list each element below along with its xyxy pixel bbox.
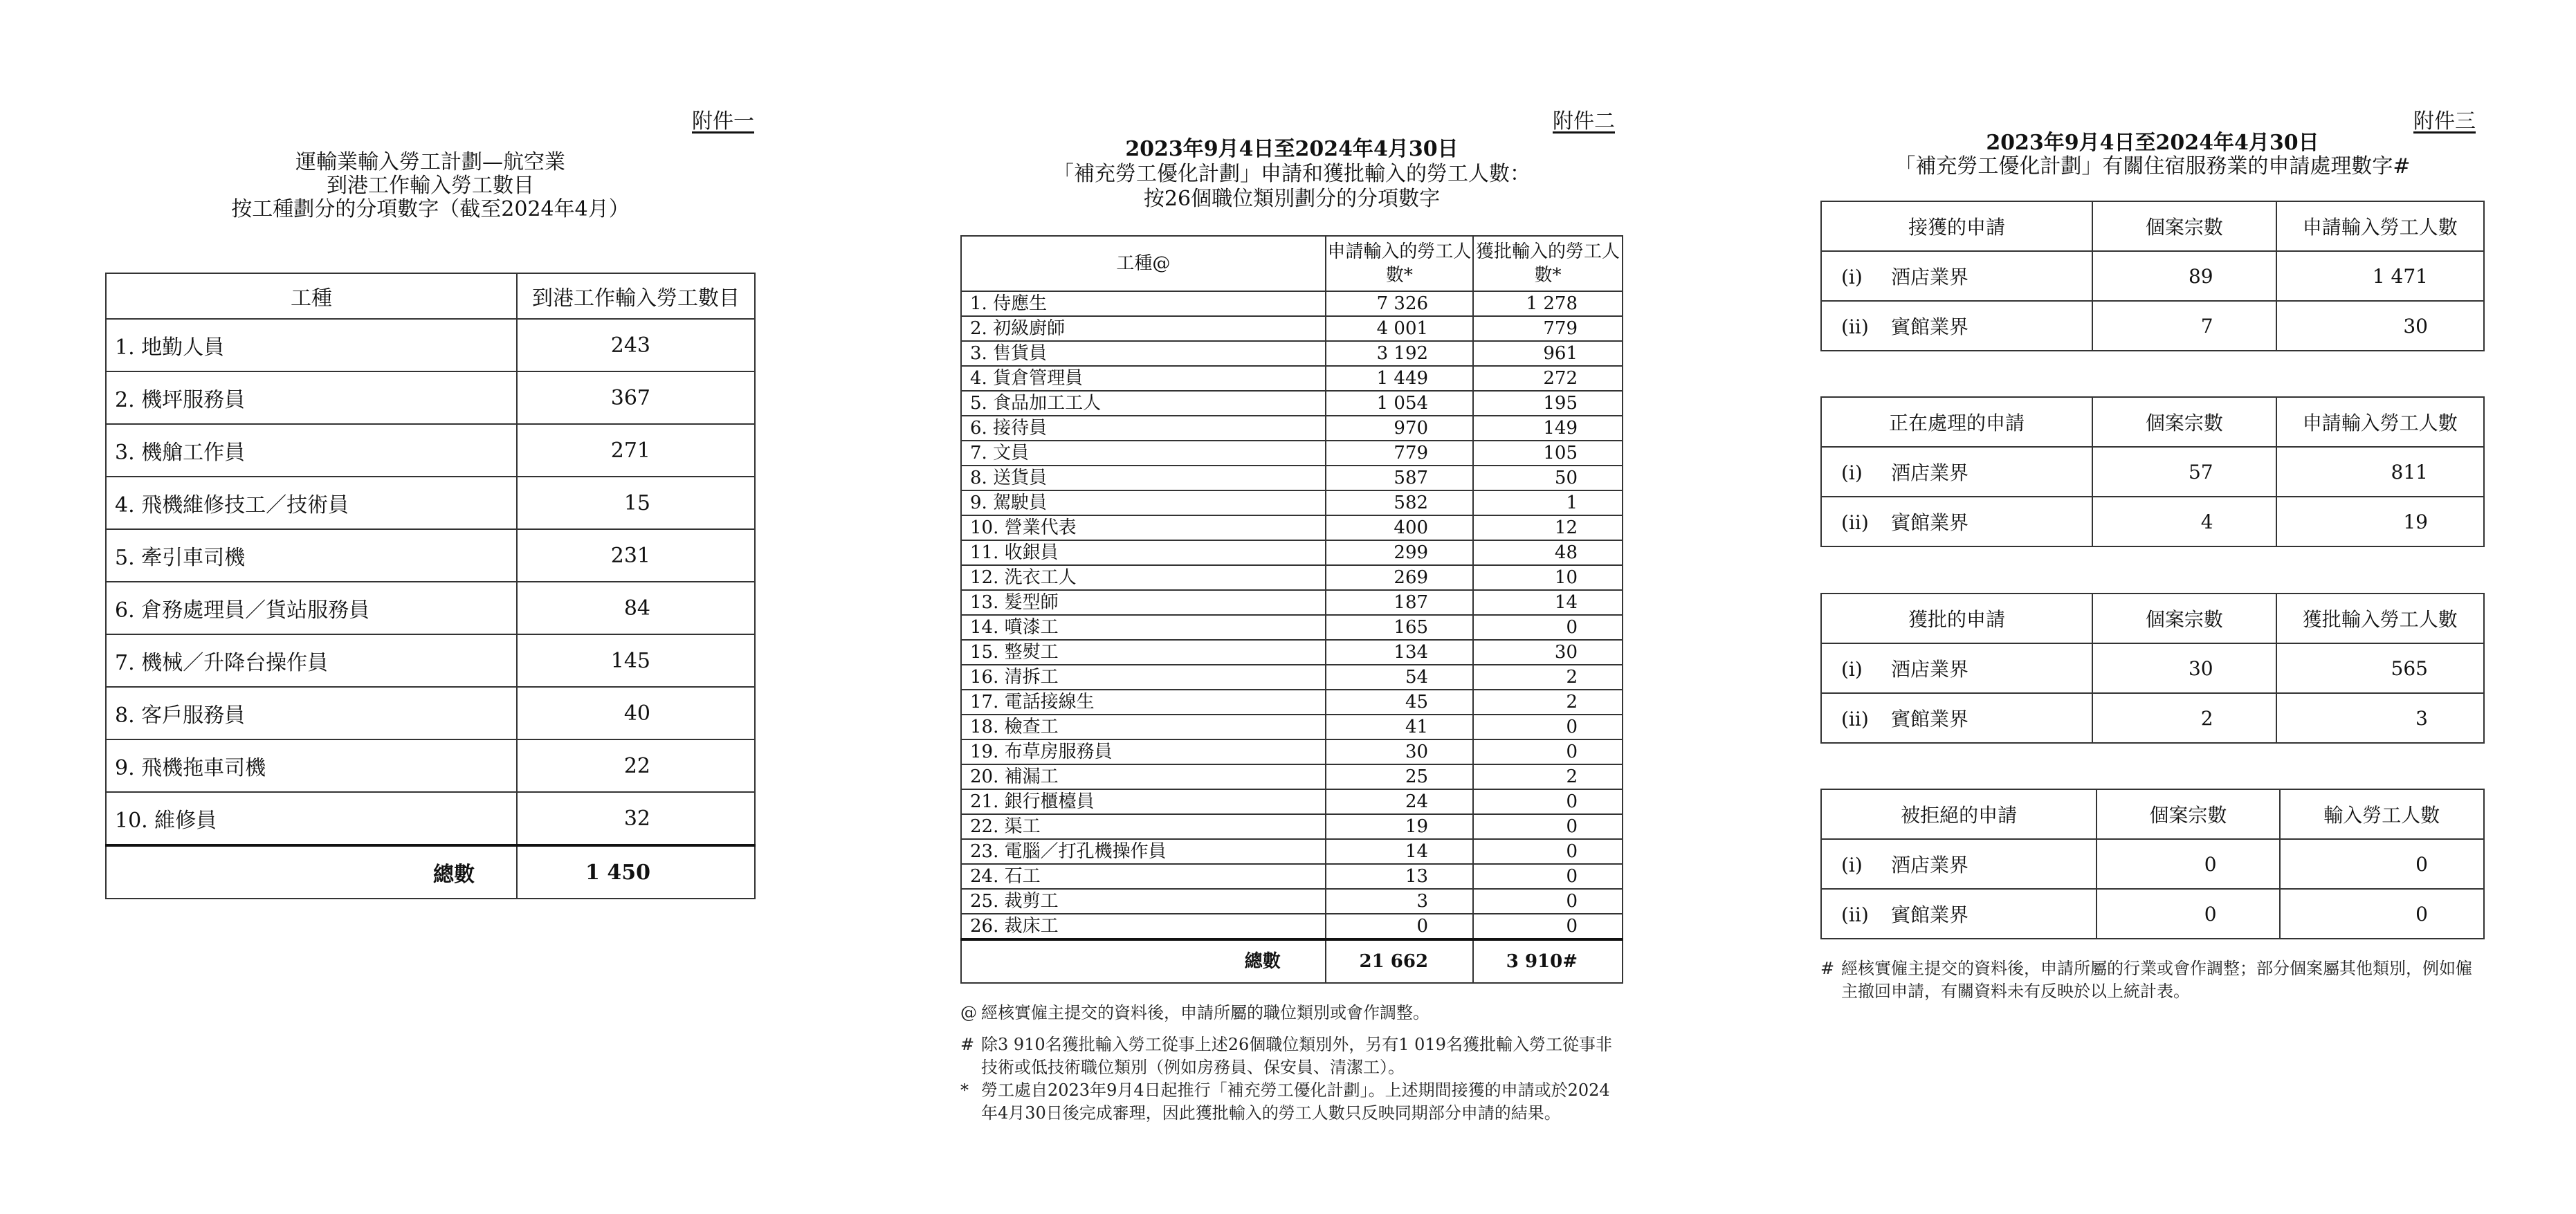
column-header: 獲批的申請 (1821, 594, 2092, 643)
applied-cell: 25 (1326, 764, 1473, 789)
table-row (106, 582, 755, 634)
job-type-cell: 14. 噴漆工 (961, 615, 1326, 640)
applied-cell: 30 (1326, 739, 1473, 764)
worker-count-cell: 811 (2276, 447, 2484, 497)
applied-cell: 165 (1326, 615, 1473, 640)
job-type-cell: 2. 初級廚師 (961, 316, 1326, 341)
note-mark: # (1820, 959, 1835, 978)
worker-count-cell: 0 (2280, 839, 2484, 889)
footnote-mark: @ (960, 1003, 977, 1022)
table-row (1821, 839, 2484, 889)
total-label: 總數 (961, 939, 1326, 983)
approved-cell: 50 (1473, 466, 1623, 490)
sector-name: 酒店業界 (1891, 658, 1969, 681)
footnote (960, 1002, 1623, 1024)
applied-cell: 970 (1326, 416, 1473, 441)
applied-cell: 582 (1326, 490, 1473, 515)
column-header-job-type: 工種@ (961, 236, 1326, 291)
total-applied: 21 662 (1326, 939, 1473, 983)
sector-name: 賓館業界 (1891, 708, 1969, 730)
worker-count-cell: 40 (517, 687, 755, 739)
annex-1-title-line-2: 到港工作輸入勞工數目 (327, 174, 534, 198)
case-count-cell: 0 (2097, 839, 2279, 889)
table-row (961, 665, 1623, 690)
total-row (961, 939, 1623, 983)
applied-cell: 19 (1326, 814, 1473, 839)
worker-count-cell: 367 (517, 371, 755, 424)
applied-cell: 13 (1326, 864, 1473, 889)
table-row (1821, 301, 2484, 351)
sector-cell (1821, 301, 2092, 351)
table-row (1821, 889, 2484, 939)
table-row (961, 789, 1623, 814)
annex-1-title-line-1: 運輸業輸入勞工計劃—航空業 (295, 150, 565, 174)
approved-cell: 2 (1473, 764, 1623, 789)
approved-cell: 10 (1473, 565, 1623, 590)
approved-cell: 0 (1473, 864, 1623, 889)
footnote (960, 1079, 1623, 1125)
job-type-cell: 10. 營業代表 (961, 515, 1326, 540)
table-row (106, 687, 755, 739)
worker-count-cell: 0 (2280, 889, 2484, 939)
table-row (961, 391, 1623, 416)
job-type-cell: 4. 飛機維修技工／技術員 (106, 477, 517, 529)
table-row (961, 540, 1623, 565)
footnote-text: 除3 910名獲批輸入勞工從事上述26個職位類別外，另有1 019名獲批輸入勞工從事非技術或低技術職位類別（例如房務員、保安員、清潔工）。 (981, 1035, 1612, 1077)
table-row (1821, 251, 2484, 301)
column-header: 正在處理的申請 (1821, 397, 2092, 447)
job-type-cell: 12. 洗衣工人 (961, 565, 1326, 590)
applied-cell: 187 (1326, 590, 1473, 615)
worker-count-cell: 22 (517, 739, 755, 792)
table-row (106, 739, 755, 792)
total-approved: 3 910# (1473, 939, 1623, 983)
job-type-cell: 15. 整熨工 (961, 640, 1326, 665)
application-table (1820, 593, 2485, 744)
table-header-row (1821, 594, 2484, 643)
table-row (1821, 693, 2484, 743)
approved-cell: 14 (1473, 590, 1623, 615)
worker-count-cell: 15 (517, 477, 755, 529)
applied-cell: 0 (1326, 914, 1473, 939)
sector-name: 酒店業界 (1891, 854, 1969, 876)
applied-cell: 24 (1326, 789, 1473, 814)
worker-count-cell: 19 (2276, 497, 2484, 546)
annex-2-title (960, 137, 1623, 212)
table-row (961, 864, 1623, 889)
applied-cell: 3 (1326, 889, 1473, 914)
approved-cell: 779 (1473, 316, 1623, 341)
annex-3-label: 附件三 (2413, 109, 2476, 134)
job-type-cell: 9. 飛機拖車司機 (106, 739, 517, 792)
job-type-cell: 20. 補漏工 (961, 764, 1326, 789)
sector-cell (1821, 643, 2092, 693)
table-row (961, 291, 1623, 316)
column-header: 輸入勞工人數 (2280, 789, 2484, 839)
annex-2-title-line-3: 按26個職位類別劃分的分項數字 (1143, 187, 1441, 211)
sector-name: 酒店業界 (1891, 461, 1969, 484)
annex-3-title-line-2: 「補充勞工優化計劃」有關住宿服務業的申請處理數字# (1894, 154, 2411, 178)
case-count-cell: 30 (2092, 643, 2276, 693)
worker-count-cell: 1 471 (2276, 251, 2484, 301)
job-type-cell: 9. 駕駛員 (961, 490, 1326, 515)
job-type-cell: 6. 倉務處理員／貨站服務員 (106, 582, 517, 634)
worker-count-cell: 271 (517, 424, 755, 477)
job-type-cell: 4. 貨倉管理員 (961, 366, 1326, 391)
table-row (106, 634, 755, 687)
job-type-cell: 3. 機艙工作員 (106, 424, 517, 477)
row-number: (i) (1841, 461, 1863, 484)
job-type-cell: 17. 電話接線生 (961, 690, 1326, 715)
approved-cell: 0 (1473, 715, 1623, 739)
job-type-cell: 5. 食品加工工人 (961, 391, 1326, 416)
row-number: (ii) (1841, 315, 1869, 338)
annex-1-label: 附件一 (692, 109, 754, 134)
total-label: 總數 (106, 845, 517, 899)
job-type-cell: 1. 侍應生 (961, 291, 1326, 316)
row-number: (i) (1841, 658, 1863, 681)
case-count-cell: 7 (2092, 301, 2276, 351)
job-type-cell: 25. 裁剪工 (961, 889, 1326, 914)
table-row (106, 371, 755, 424)
sector-cell (1821, 839, 2097, 889)
column-header-job-type: 工種 (106, 273, 517, 319)
table-row (106, 477, 755, 529)
column-header: 個案宗數 (2097, 789, 2279, 839)
annex-3-title (1820, 131, 2485, 178)
case-count-cell: 0 (2097, 889, 2279, 939)
approved-cell: 1 278 (1473, 291, 1623, 316)
approved-cell: 195 (1473, 391, 1623, 416)
worker-count-cell: 243 (517, 319, 755, 371)
case-count-cell: 4 (2092, 497, 2276, 546)
table-row (961, 490, 1623, 515)
row-number: (i) (1841, 854, 1863, 876)
sector-cell (1821, 889, 2097, 939)
footnote-mark: # (960, 1035, 975, 1054)
applied-cell: 269 (1326, 565, 1473, 590)
job-type-cell: 21. 銀行櫃檯員 (961, 789, 1326, 814)
row-number: (ii) (1841, 511, 1869, 534)
approved-cell: 1 (1473, 490, 1623, 515)
job-type-cell: 8. 客戶服務員 (106, 687, 517, 739)
applied-cell: 1 054 (1326, 391, 1473, 416)
footnote-text: 勞工處自2023年9月4日起推行「補充勞工優化計劃」。上述期間接獲的申請或於2024 年4月30日後完成審理，因此獲批輸入的勞工人數只反映同期部分申請的結果。 (981, 1080, 1610, 1123)
table-row (961, 590, 1623, 615)
job-type-cell: 2. 機坪服務員 (106, 371, 517, 424)
sector-cell (1821, 447, 2092, 497)
column-header: 被拒絕的申請 (1821, 789, 2097, 839)
applied-cell: 45 (1326, 690, 1473, 715)
job-type-cell: 16. 清拆工 (961, 665, 1326, 690)
table-row (961, 515, 1623, 540)
case-count-cell: 89 (2092, 251, 2276, 301)
job-type-cell: 11. 收銀員 (961, 540, 1326, 565)
worker-count-cell: 84 (517, 582, 755, 634)
table-row (1821, 643, 2484, 693)
table-header-row (106, 273, 755, 319)
job-type-cell: 1. 地勤人員 (106, 319, 517, 371)
approved-cell: 0 (1473, 789, 1623, 814)
annex-2-title-line-1: 2023年9月4日至2024年4月30日 (1125, 137, 1459, 161)
table-row (961, 366, 1623, 391)
applied-cell: 587 (1326, 466, 1473, 490)
total-row (106, 845, 755, 899)
job-type-cell: 23. 電腦／打孔機操作員 (961, 839, 1326, 864)
sector-cell (1821, 497, 2092, 546)
row-number: (i) (1841, 266, 1863, 288)
case-count-cell: 2 (2092, 693, 2276, 743)
approved-cell: 105 (1473, 441, 1623, 466)
table-row (961, 889, 1623, 914)
table-row (961, 341, 1623, 366)
footnote-mark: * (960, 1080, 969, 1100)
job-type-cell: 10. 維修員 (106, 792, 517, 845)
table-row (961, 715, 1623, 739)
job-type-cell: 18. 檢查工 (961, 715, 1326, 739)
table-row (1821, 497, 2484, 546)
worker-count-cell: 231 (517, 529, 755, 582)
job-type-cell: 6. 接待員 (961, 416, 1326, 441)
approved-cell: 272 (1473, 366, 1623, 391)
table-row (961, 441, 1623, 466)
table-row (961, 914, 1623, 939)
table-row (961, 466, 1623, 490)
annex-2-table (960, 235, 1623, 984)
approved-cell: 0 (1473, 914, 1623, 939)
table-header-row (1821, 789, 2484, 839)
column-header: 獲批輸入勞工人數 (2276, 594, 2484, 643)
applied-cell: 7 326 (1326, 291, 1473, 316)
table-row (961, 839, 1623, 864)
column-header: 個案宗數 (2092, 397, 2276, 447)
table-header-row (961, 236, 1623, 291)
approved-cell: 12 (1473, 515, 1623, 540)
table-row (961, 690, 1623, 715)
table-row (961, 739, 1623, 764)
worker-count-cell: 32 (517, 792, 755, 845)
row-number: (ii) (1841, 903, 1869, 926)
column-header: 申請輸入勞工人數 (2276, 397, 2484, 447)
approved-cell: 0 (1473, 615, 1623, 640)
approved-cell: 0 (1473, 739, 1623, 764)
sector-name: 賓館業界 (1891, 511, 1969, 534)
annex-1-title-line-3: 按工種劃分的分項數字（截至2024年4月） (231, 197, 630, 221)
table-row (961, 764, 1623, 789)
column-header-applied: 申請輸入的勞工人數* (1326, 236, 1473, 291)
table-row (961, 416, 1623, 441)
application-table (1820, 789, 2485, 939)
worker-count-cell: 30 (2276, 301, 2484, 351)
approved-cell: 30 (1473, 640, 1623, 665)
column-header: 個案宗數 (2092, 201, 2276, 251)
approved-cell: 0 (1473, 814, 1623, 839)
worker-count-cell: 145 (517, 634, 755, 687)
job-type-cell: 8. 送貨員 (961, 466, 1326, 490)
column-header: 申請輸入勞工人數 (2276, 201, 2484, 251)
applied-cell: 54 (1326, 665, 1473, 690)
footnote-text: 經核實僱主提交的資料後，申請所屬的職位類別或會作調整。 (981, 1003, 1429, 1022)
approved-cell: 2 (1473, 665, 1623, 690)
column-header: 接獲的申請 (1821, 201, 2092, 251)
table-row (106, 424, 755, 477)
worker-count-cell: 565 (2276, 643, 2484, 693)
annex-2-title-line-2: 「補充勞工優化計劃」申請和獲批輸入的勞工人數： (1053, 162, 1531, 186)
case-count-cell: 57 (2092, 447, 2276, 497)
approved-cell: 48 (1473, 540, 1623, 565)
applied-cell: 779 (1326, 441, 1473, 466)
applied-cell: 299 (1326, 540, 1473, 565)
application-table (1820, 201, 2485, 351)
application-table (1820, 396, 2485, 547)
sector-name: 賓館業界 (1891, 903, 1969, 926)
job-type-cell: 7. 機械／升降台操作員 (106, 634, 517, 687)
annex-3-note (1820, 957, 2485, 1003)
annex-2-label: 附件二 (1553, 109, 1615, 134)
column-header: 個案宗數 (2092, 594, 2276, 643)
table-row (961, 615, 1623, 640)
column-header-approved: 獲批輸入的勞工人數* (1473, 236, 1623, 291)
annex-1-table (105, 273, 756, 899)
applied-cell: 400 (1326, 515, 1473, 540)
job-type-cell: 24. 石工 (961, 864, 1326, 889)
worker-count-cell: 3 (2276, 693, 2484, 743)
sector-name: 酒店業界 (1891, 266, 1969, 288)
column-header-worker-count: 到港工作輸入勞工數目 (517, 273, 755, 319)
table-header-row (1821, 201, 2484, 251)
approved-cell: 0 (1473, 889, 1623, 914)
approved-cell: 0 (1473, 839, 1623, 864)
job-type-cell: 7. 文員 (961, 441, 1326, 466)
table-row (106, 529, 755, 582)
applied-cell: 14 (1326, 839, 1473, 864)
table-row (961, 814, 1623, 839)
applied-cell: 3 192 (1326, 341, 1473, 366)
table-row (106, 319, 755, 371)
applied-cell: 4 001 (1326, 316, 1473, 341)
approved-cell: 2 (1473, 690, 1623, 715)
annex-3-title-line-1: 2023年9月4日至2024年4月30日 (1986, 131, 2319, 155)
note-text: 經核實僱主提交的資料後，申請所屬的行業或會作調整；部分個案屬其他類別，例如僱主撤回申請，有關資料未有反映於以上統計表。 (1841, 959, 2472, 1001)
table-row (961, 640, 1623, 665)
job-type-cell: 5. 牽引車司機 (106, 529, 517, 582)
applied-cell: 41 (1326, 715, 1473, 739)
table-row (961, 316, 1623, 341)
total-value: 1 450 (517, 845, 755, 899)
job-type-cell: 26. 裁床工 (961, 914, 1326, 939)
table-row (106, 792, 755, 845)
sector-cell (1821, 251, 2092, 301)
job-type-cell: 13. 髮型師 (961, 590, 1326, 615)
sector-cell (1821, 693, 2092, 743)
applied-cell: 1 449 (1326, 366, 1473, 391)
approved-cell: 149 (1473, 416, 1623, 441)
sector-name: 賓館業界 (1891, 315, 1969, 338)
annex-1-title (105, 151, 756, 221)
table-header-row (1821, 397, 2484, 447)
job-type-cell: 3. 售貨員 (961, 341, 1326, 366)
job-type-cell: 19. 布草房服務員 (961, 739, 1326, 764)
table-row (961, 565, 1623, 590)
row-number: (ii) (1841, 708, 1869, 730)
approved-cell: 961 (1473, 341, 1623, 366)
table-row (1821, 447, 2484, 497)
footnote (960, 1033, 1623, 1079)
job-type-cell: 22. 渠工 (961, 814, 1326, 839)
applied-cell: 134 (1326, 640, 1473, 665)
